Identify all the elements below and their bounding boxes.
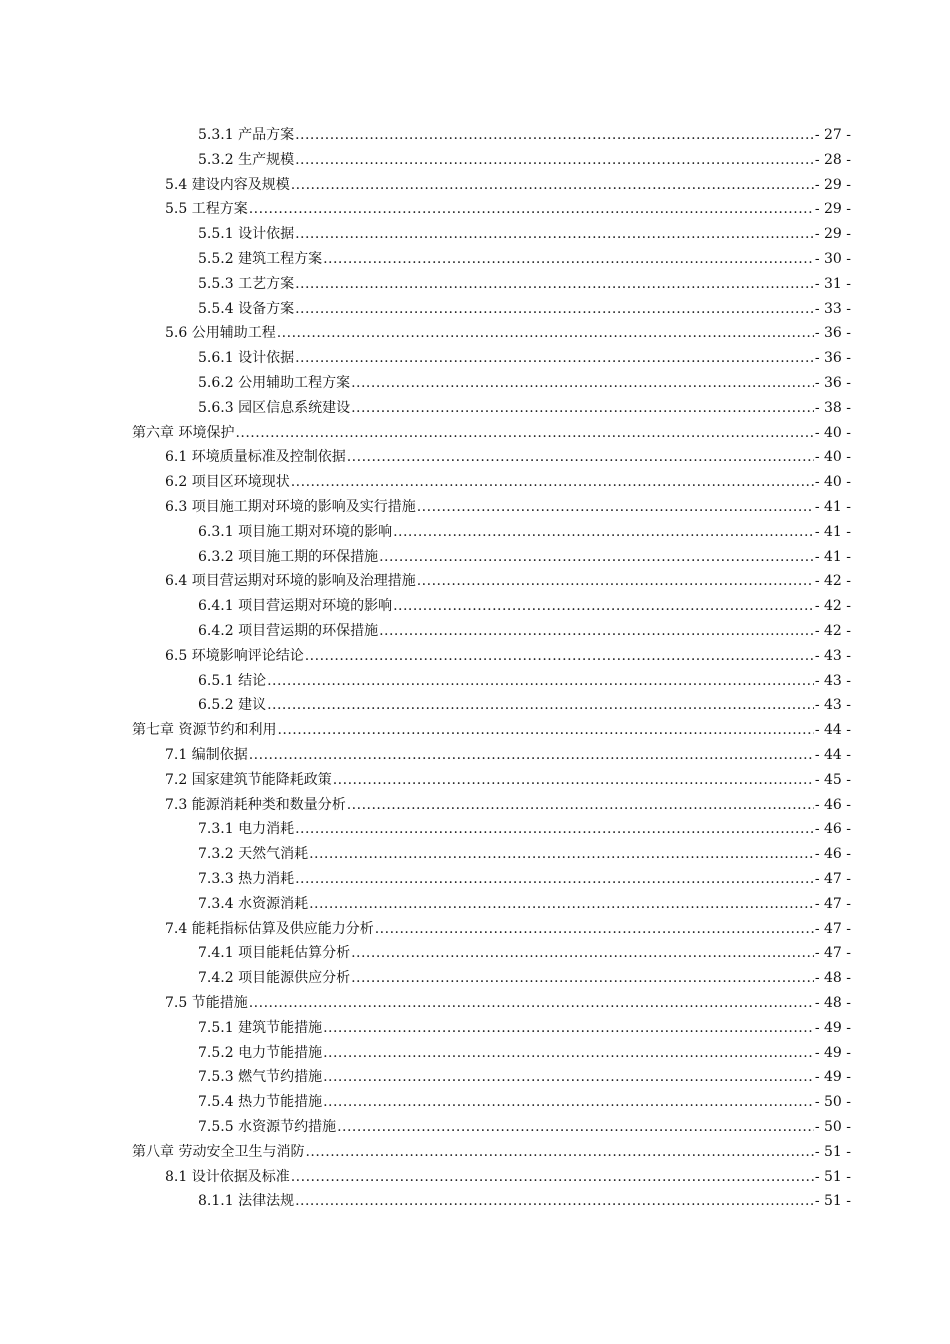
toc-entry-title: 6.5.1 结论 [198, 672, 267, 689]
toc-dot-leader [351, 941, 814, 966]
toc-dot-leader [417, 569, 814, 594]
toc-dot-leader [295, 297, 814, 322]
toc-entry[interactable] [198, 1090, 851, 1115]
toc-dot-leader [249, 743, 814, 768]
toc-dot-leader [337, 1115, 814, 1140]
toc-page-number: - 50 - [814, 1119, 851, 1135]
toc-page-number: - 43 - [814, 672, 851, 689]
toc-entry[interactable] [198, 594, 851, 619]
toc-page-number: - 49 - [814, 1019, 851, 1036]
toc-dot-leader [295, 148, 814, 173]
toc-entry-title: 6.4.1 项目营运期对环境的影响 [198, 598, 393, 615]
toc-page-number: - 47 - [814, 920, 851, 937]
toc-entry[interactable] [198, 693, 851, 718]
toc-page-number: - 41 - [814, 499, 851, 515]
toc-dot-leader [295, 867, 814, 892]
toc-page-number: - 46 - [814, 846, 851, 863]
toc-dot-leader [291, 470, 814, 495]
toc-entry[interactable] [198, 941, 851, 966]
toc-entry[interactable] [198, 867, 851, 892]
toc-entry-title: 7.5.2 电力节能措施 [198, 1044, 323, 1061]
toc-entry[interactable] [165, 495, 851, 520]
toc-entry-title: 5.5.2 建筑工程方案 [198, 251, 323, 267]
toc-entry-title: 7.3 能源消耗种类和数量分析 [165, 796, 346, 813]
toc-dot-leader [291, 1165, 814, 1190]
toc-entry-title: 5.6.2 公用辅助工程方案 [198, 375, 351, 391]
toc-page-number: - 48 - [814, 970, 851, 987]
toc-entry[interactable] [198, 297, 851, 322]
toc-entry[interactable] [198, 842, 851, 867]
toc-entry-title: 6.3.2 项目施工期的环保措施 [198, 548, 379, 565]
toc-page-number: - 50 - [814, 1094, 851, 1111]
toc-page-number: - 48 - [814, 995, 851, 1011]
toc-entry-title: 5.5.4 设备方案 [198, 300, 295, 317]
toc-dot-leader [295, 222, 814, 247]
toc-dot-leader [379, 619, 814, 644]
toc-dot-leader [267, 693, 814, 718]
toc-entry[interactable] [198, 1016, 851, 1041]
toc-page-number: - 41 - [814, 548, 851, 565]
toc-entry-title: 第八章 劳动安全卫生与消防 [132, 1143, 305, 1160]
toc-entry-title: 7.3.3 热力消耗 [198, 871, 295, 887]
toc-dot-leader [393, 594, 814, 619]
toc-page-number: - 49 - [814, 1044, 851, 1061]
toc-entry-title: 6.3.1 项目施工期对环境的影响 [198, 523, 393, 540]
toc-page-number: - 29 - [814, 201, 851, 218]
toc-dot-leader [323, 247, 814, 272]
toc-entry[interactable] [198, 1065, 851, 1090]
toc-page-number: - 40 - [814, 424, 851, 441]
toc-dot-leader [375, 917, 814, 942]
toc-entry-title: 6.5 环境影响评论结论 [165, 647, 304, 664]
toc-entry[interactable] [165, 917, 851, 942]
toc-dot-leader [267, 669, 814, 694]
toc-entry[interactable] [198, 222, 851, 247]
toc-dot-leader [379, 545, 814, 570]
toc-entry-title: 5.6 公用辅助工程 [165, 325, 276, 342]
toc-dot-leader [249, 197, 814, 222]
toc-page-number: - 42 - [814, 573, 851, 590]
toc-entry[interactable] [198, 346, 851, 371]
toc-entry[interactable] [165, 445, 851, 470]
toc-dot-leader [295, 346, 814, 371]
toc-entry-title: 6.2 项目区环境现状 [165, 474, 290, 491]
toc-entry-title: 6.4 项目营运期对环境的影响及治理措施 [165, 573, 416, 590]
toc-page-number: - 36 - [814, 350, 851, 367]
toc-entry[interactable] [198, 545, 851, 570]
toc-entry[interactable] [165, 197, 851, 222]
toc-entry[interactable] [165, 743, 851, 768]
toc-entry-title: 5.6.3 园区信息系统建设 [198, 399, 351, 416]
toc-entry-title: 7.3.2 天然气消耗 [198, 846, 309, 863]
toc-dot-leader [323, 1065, 814, 1090]
toc-page-number: - 44 - [814, 747, 851, 763]
toc-entry[interactable] [165, 569, 851, 594]
toc-page-number: - 43 - [814, 647, 851, 664]
toc-entry[interactable] [165, 1165, 851, 1190]
toc-entry[interactable] [198, 1189, 851, 1214]
toc-entry-title: 5.3.2 生产规模 [198, 151, 295, 168]
toc-page-number: - 30 - [814, 251, 851, 267]
toc-entry-title: 7.4.2 项目能源供应分析 [198, 970, 351, 987]
toc-page-number: - 28 - [814, 151, 851, 168]
toc-entry-title: 6.4.2 项目营运期的环保措施 [198, 623, 379, 639]
toc-entry-title: 7.4 能耗指标估算及供应能力分析 [165, 920, 374, 937]
toc-page-number: - 47 - [814, 895, 851, 912]
toc-dot-leader [347, 793, 814, 818]
toc-page-number: - 42 - [814, 598, 851, 615]
toc-dot-leader [305, 1140, 813, 1165]
toc-entry-title: 7.3.4 水资源消耗 [198, 895, 309, 912]
toc-dot-leader [235, 421, 813, 446]
toc-entry-title: 5.6.1 设计依据 [198, 350, 295, 367]
toc-entry[interactable] [198, 1115, 851, 1140]
toc-page-number: - 51 - [814, 1143, 851, 1160]
toc-entry[interactable] [198, 123, 851, 148]
toc-dot-leader [333, 768, 814, 793]
toc-dot-leader [309, 842, 814, 867]
toc-dot-leader [295, 123, 814, 148]
toc-entry[interactable] [132, 718, 851, 743]
toc-entry-title: 7.5.4 热力节能措施 [198, 1094, 323, 1111]
toc-entry[interactable] [198, 396, 851, 421]
toc-page-number: - 43 - [814, 697, 851, 714]
toc-page-number: - 29 - [814, 176, 851, 193]
toc-entry-title: 7.3.1 电力消耗 [198, 821, 295, 838]
toc-page-number: - 41 - [814, 523, 851, 540]
toc-entry[interactable] [198, 966, 851, 991]
toc-entry-title: 7.5.3 燃气节约措施 [198, 1069, 323, 1086]
toc-entry[interactable] [198, 669, 851, 694]
toc-dot-leader [323, 1016, 814, 1041]
toc-dot-leader [323, 1041, 814, 1066]
toc-entry-title: 第七章 资源节约和利用 [132, 722, 277, 739]
toc-page-number: - 47 - [814, 871, 851, 887]
toc-entry[interactable] [198, 371, 851, 396]
toc-entry[interactable] [198, 1041, 851, 1066]
toc-dot-leader [249, 991, 814, 1016]
toc-dot-leader [305, 644, 814, 669]
toc-entry[interactable] [198, 247, 851, 272]
toc-entry-title: 5.5.1 设计依据 [198, 226, 295, 243]
toc-page-number: - 46 - [814, 796, 851, 813]
toc-entry-title: 6.5.2 建议 [198, 697, 267, 714]
toc-entry-title: 7.5.1 建筑节能措施 [198, 1019, 323, 1036]
toc-entry[interactable] [165, 991, 851, 1016]
toc-entry-title: 7.1 编制依据 [165, 747, 248, 763]
toc-entry[interactable] [198, 619, 851, 644]
toc-page-number: - 51 - [814, 1193, 851, 1210]
toc-entry-title: 8.1 设计依据及标准 [165, 1168, 290, 1185]
toc-dot-leader [347, 445, 814, 470]
toc-dot-leader [291, 173, 814, 198]
toc-entry[interactable] [165, 793, 851, 818]
toc-dot-leader [417, 495, 814, 520]
toc-dot-leader [351, 371, 814, 396]
toc-page-number: - 36 - [814, 375, 851, 391]
toc-dot-leader [351, 966, 814, 991]
toc-page-number: - 49 - [814, 1069, 851, 1086]
toc-page-number: - 51 - [814, 1168, 851, 1185]
toc-entry-title: 7.5 节能措施 [165, 995, 248, 1011]
toc-entry-title: 7.2 国家建筑节能降耗政策 [165, 771, 332, 788]
toc-entry-title: 6.3 项目施工期对环境的影响及实行措施 [165, 499, 416, 515]
toc-dot-leader [309, 892, 814, 917]
toc-entry[interactable] [165, 321, 851, 346]
toc-entry-title: 5.4 建设内容及规模 [165, 176, 290, 193]
toc-page-number: - 47 - [814, 945, 851, 962]
toc-page-number: - 38 - [814, 399, 851, 416]
toc-page-number: - 40 - [814, 449, 851, 466]
toc-entry-title: 8.1.1 法律法规 [198, 1193, 295, 1210]
toc-entry-title: 5.5 工程方案 [165, 201, 248, 218]
toc-dot-leader [393, 520, 814, 545]
toc-entry-title: 5.3.1 产品方案 [198, 127, 295, 143]
toc-entry[interactable] [165, 470, 851, 495]
toc-page-number: - 44 - [814, 722, 851, 739]
toc-entry-title: 7.4.1 项目能耗估算分析 [198, 945, 351, 962]
toc-dot-leader [277, 321, 814, 346]
toc-entry[interactable] [198, 892, 851, 917]
toc-page-number: - 33 - [814, 300, 851, 317]
toc-dot-leader [323, 1090, 814, 1115]
toc-dot-leader [295, 817, 814, 842]
toc-dot-leader [295, 272, 814, 297]
toc-entry[interactable] [132, 421, 851, 446]
toc-entry[interactable] [132, 1140, 851, 1165]
toc-entry[interactable] [165, 173, 851, 198]
toc-page-number: - 42 - [814, 623, 851, 639]
toc-dot-leader [295, 1189, 814, 1214]
toc-dot-leader [277, 718, 813, 743]
toc-entry[interactable] [165, 644, 851, 669]
toc-entry[interactable] [165, 768, 851, 793]
toc-entry-title: 7.5.5 水资源节约措施 [198, 1119, 337, 1135]
toc-entry-title: 5.5.3 工艺方案 [198, 275, 295, 292]
toc-page-number: - 46 - [814, 821, 851, 838]
toc-entry-title: 第六章 环境保护 [132, 424, 235, 441]
toc-entry[interactable] [198, 520, 851, 545]
toc-page-number: - 40 - [814, 474, 851, 491]
toc-dot-leader [351, 396, 814, 421]
toc-entry[interactable] [198, 817, 851, 842]
toc-page-number: - 27 - [814, 127, 851, 143]
toc-page-number: - 29 - [814, 226, 851, 243]
toc-entry[interactable] [198, 272, 851, 297]
toc-page-number: - 45 - [814, 771, 851, 788]
toc-page-number: - 36 - [814, 325, 851, 342]
toc-page-number: - 31 - [814, 275, 851, 292]
toc-entry-title: 6.1 环境质量标准及控制依据 [165, 449, 346, 466]
toc-entry[interactable] [198, 148, 851, 173]
